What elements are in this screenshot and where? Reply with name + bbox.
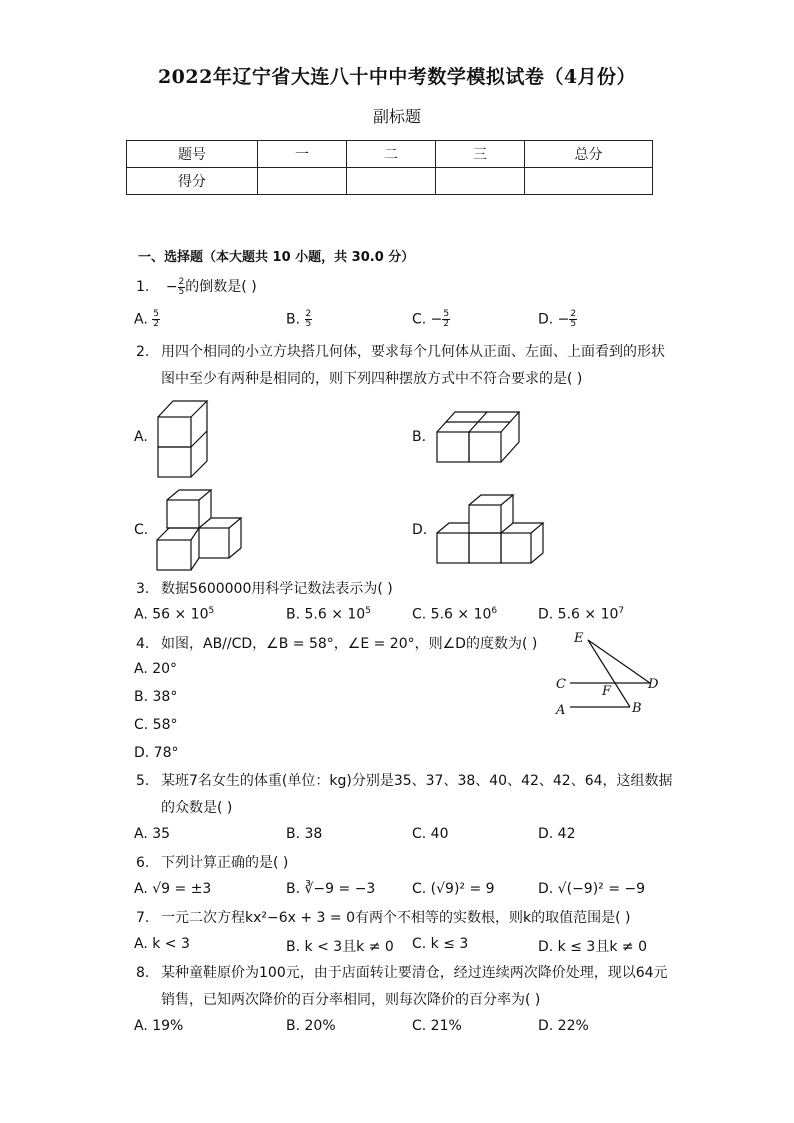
option-label: D. 5.6 × 10 <box>538 606 619 623</box>
line-ED <box>588 640 650 683</box>
option-label: C. 5.6 × 10 <box>412 606 492 623</box>
q2-option-b[interactable]: B. <box>412 429 427 445</box>
score-cell[interactable] <box>347 168 436 195</box>
question-2-number: 2. <box>136 344 150 360</box>
question-5-number: 5. <box>136 773 150 789</box>
q8-option-b[interactable]: B. 20% <box>286 1018 336 1034</box>
frac-numerator: 2 <box>178 276 185 287</box>
frac-denominator: 2 <box>443 319 450 329</box>
exponent: 5 <box>208 606 215 616</box>
frac-numerator: 5 <box>443 309 450 319</box>
q7-option-c[interactable]: C. k ≤ 3 <box>412 936 469 952</box>
question-5-line2: 的众数是( ) <box>161 800 233 816</box>
option-label: B. <box>286 311 301 328</box>
q4-geometry-figure <box>550 628 665 720</box>
q2-figure-a <box>155 397 215 479</box>
question-6-stem: 下列计算正确的是( ) <box>161 855 289 871</box>
question-8-number: 8. <box>136 965 150 981</box>
label-D: D <box>648 677 659 692</box>
q6-option-d[interactable]: D. √(−9)² = −9 <box>538 881 646 897</box>
header-cell: 总分 <box>525 141 653 168</box>
q6-option-b[interactable]: B. ∛−9 = −3 <box>286 881 376 897</box>
label-F: F <box>602 684 612 699</box>
q1-a-fraction <box>152 310 160 329</box>
q3-option-a[interactable] <box>134 606 214 623</box>
question-1 <box>136 277 257 297</box>
section-heading: 一、选择题（本大题共 10 小题，共 30.0 分） <box>138 250 415 265</box>
question-8-line1: 某种童鞋原价为100元，由于店面转让要清仓，经过连续两次降价处理，现以64元 <box>161 965 668 981</box>
q2-figure-b <box>435 410 527 466</box>
q8-option-c[interactable]: C. 21% <box>412 1018 462 1034</box>
row-label-cell: 得分 <box>127 168 258 195</box>
label-E: E <box>574 631 584 646</box>
header-cell: 三 <box>436 141 525 168</box>
question-number: 1. <box>136 279 150 295</box>
header-cell: 一 <box>258 141 347 168</box>
score-table-score-row <box>127 168 653 195</box>
question-2-line2: 图中至少有两种是相同的，则下列四种摆放方式中不符合要求的是( ) <box>161 371 583 387</box>
frac-numerator: 2 <box>305 309 312 319</box>
q3-option-d[interactable] <box>538 606 624 623</box>
page-title: 2022年辽宁省大连八十中中考数学模拟试卷（4月份） <box>157 66 637 88</box>
q2-option-d[interactable]: D. <box>412 522 428 538</box>
page-subtitle: 副标题 <box>372 107 421 126</box>
option-label: A. <box>134 311 148 328</box>
q1-option-b[interactable] <box>286 310 312 329</box>
q8-option-d[interactable]: D. 22% <box>538 1018 589 1034</box>
option-label: C. − <box>412 311 443 328</box>
q7-option-d[interactable]: D. k ≤ 3且k ≠ 0 <box>538 939 647 955</box>
q5-option-b[interactable]: B. 38 <box>286 826 323 842</box>
label-A: A <box>556 703 566 718</box>
q6-option-c[interactable]: C. (√9)² = 9 <box>412 881 495 897</box>
label-B: B <box>632 701 642 716</box>
question-4-number: 4. <box>136 636 150 652</box>
q6-option-a[interactable]: A. √9 = ±3 <box>134 881 212 897</box>
q5-option-d[interactable]: D. 42 <box>538 826 576 842</box>
score-cell[interactable] <box>436 168 525 195</box>
q7-option-a[interactable]: A. k < 3 <box>134 936 190 952</box>
q7-option-b[interactable]: B. k < 3且k ≠ 0 <box>286 939 394 955</box>
question-3-number: 3. <box>136 581 150 597</box>
q2-option-c[interactable]: C. <box>134 522 149 538</box>
frac-denominator: 5 <box>570 319 577 329</box>
frac-numerator: 5 <box>153 309 159 319</box>
q1-option-c[interactable] <box>412 310 450 329</box>
question-4-stem: 如图，AB//CD，∠B = 58°，∠E = 20°，则∠D的度数为( ) <box>161 636 538 652</box>
question-5-line1: 某班7名女生的体重(单位：kg)分别是35、37、38、40、42、42、64，这组数据 <box>161 773 673 789</box>
q1-prefix: − <box>165 279 178 295</box>
question-7-number: 7. <box>136 910 150 926</box>
q1-c-fraction <box>442 310 450 329</box>
q1-option-a[interactable] <box>134 310 160 329</box>
q5-option-a[interactable]: A. 35 <box>134 826 171 842</box>
option-label: A. 56 × 10 <box>134 606 209 623</box>
option-label: B. 5.6 × 10 <box>286 606 366 623</box>
score-cell[interactable] <box>258 168 347 195</box>
score-table <box>126 140 653 195</box>
frac-denominator: 5 <box>178 286 185 297</box>
q4-option-a[interactable]: A. 20° <box>134 661 178 677</box>
score-table-header-row <box>127 141 653 168</box>
q1-option-d[interactable] <box>538 310 577 329</box>
q4-option-c[interactable]: C. 58° <box>134 717 178 733</box>
question-3-stem: 数据5600000用科学记数法表示为( ) <box>161 581 393 597</box>
q4-option-b[interactable]: B. 38° <box>134 689 178 705</box>
q4-option-d[interactable]: D. 78° <box>134 745 179 761</box>
q5-option-c[interactable]: C. 40 <box>412 826 449 842</box>
question-6-number: 6. <box>136 855 150 871</box>
question-2-line1: 用四个相同的小立方块搭几何体，要求每个几何体从正面、左面、上面看到的形状 <box>161 344 665 360</box>
option-label: D. − <box>538 311 570 328</box>
score-cell[interactable] <box>525 168 653 195</box>
frac-denominator: 2 <box>153 319 159 329</box>
q2-figure-c <box>155 488 247 572</box>
label-C: C <box>556 677 566 692</box>
q2-option-a[interactable]: A. <box>134 429 148 445</box>
q3-option-b[interactable] <box>286 606 371 623</box>
exponent: 6 <box>491 606 498 616</box>
header-cell: 二 <box>347 141 436 168</box>
frac-numerator: 2 <box>570 309 577 319</box>
q1-d-fraction <box>569 310 577 329</box>
frac-denominator: 5 <box>305 319 312 329</box>
exponent: 5 <box>365 606 371 616</box>
header-cell: 题号 <box>127 141 258 168</box>
q2-figure-d <box>435 493 547 567</box>
exponent: 7 <box>618 606 625 616</box>
question-7-stem: 一元二次方程kx²−6x + 3 = 0有两个不相等的实数根，则k的取值范围是( ) <box>161 910 631 926</box>
question-8-line2: 销售，已知两次降价的百分率相同，则每次降价的百分率为( ) <box>161 992 541 1008</box>
q1-stem: 的倒数是( ) <box>185 279 257 295</box>
q3-option-c[interactable] <box>412 606 497 623</box>
q1-b-fraction <box>305 310 313 329</box>
q8-option-a[interactable]: A. 19% <box>134 1018 184 1034</box>
